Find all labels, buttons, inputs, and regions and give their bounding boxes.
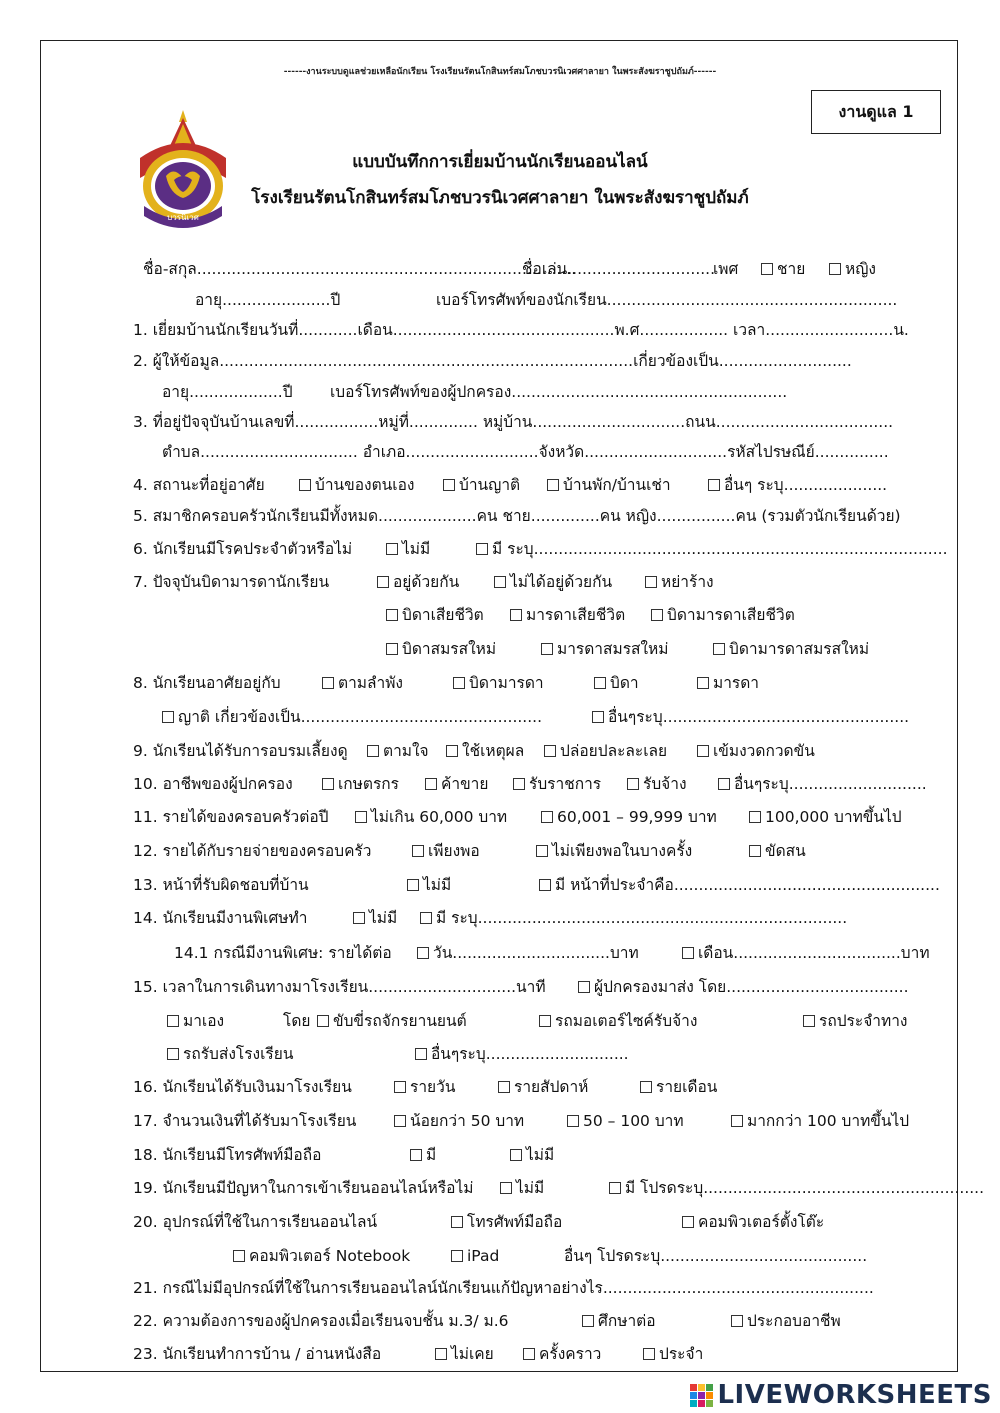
q8-option-other[interactable]: อื่นๆระบุ.................................................. [592,707,909,727]
q10-option-employee[interactable]: รับจ้าง [627,774,687,794]
q22-label: 22. ความต้องการของผู้ปกครองเมื่อเรียนจบชั้น ม.3/ ม.6 [133,1312,509,1330]
checkbox[interactable] [386,609,398,621]
q20-option-mobile[interactable]: โทรศัพท์มือถือ [451,1212,562,1232]
checkbox[interactable] [541,811,553,823]
q11-option-60001-99999[interactable]: 60,001 – 99,999 บาท [541,807,717,827]
gender-female-option[interactable]: หญิง [829,259,876,279]
student-phone-field[interactable]: เบอร์โทรศัพท์ของนักเรียน........................................................... [436,291,898,309]
q8-option-father[interactable]: บิดา [594,673,639,693]
q4-option-other[interactable]: อื่นๆ ระบุ..................... [708,475,887,495]
checkbox[interactable] [420,912,432,924]
q12-option-sufficient[interactable]: เพียงพอ [412,841,480,861]
subdistrict-field[interactable]: ตำบล................................ อำเภอ...........................จังหวัด.............................รหัสไปรษณีย์............... [162,443,889,461]
q7-option-both-remarried[interactable]: บิดามารดาสมรสใหม่ [713,639,869,659]
checkbox[interactable] [322,677,334,689]
checkbox[interactable] [410,1149,422,1161]
checkbox[interactable] [539,1015,551,1027]
checkbox[interactable] [592,711,604,723]
checkbox[interactable] [523,1348,535,1360]
q23-option-never[interactable]: ไม่เคย [435,1344,494,1364]
checkbox[interactable] [510,609,522,621]
checkbox[interactable] [713,643,725,655]
checkbox[interactable] [407,879,419,891]
checkbox[interactable] [435,1348,447,1360]
checkbox[interactable] [544,745,556,757]
q22-option-further-study[interactable]: ศึกษาต่อ [582,1311,656,1331]
q19-option-yes[interactable]: มี โปรดระบุ......................................................... [609,1178,984,1198]
checkbox[interactable] [761,263,773,275]
checkbox[interactable] [425,778,437,790]
liveworksheets-logo-icon [690,1384,713,1407]
q12-label: 12. รายได้กับรายจ่ายของครอบครัว [133,842,372,860]
q16-option-weekly[interactable]: รายสัปดาห์ [498,1077,588,1097]
q4-option-own-house[interactable]: บ้านของตนเอง [299,475,414,495]
watermark-text: LIVEWORKSHEETS [717,1380,992,1410]
checkbox[interactable] [500,1182,512,1194]
q15-option-motorcycle[interactable]: ขับขี่รถจักรยานยนต์ [317,1011,467,1031]
checkbox[interactable] [317,1015,329,1027]
q14-label: 14. นักเรียนมีงานพิเศษทำ [133,909,308,927]
q6-option-yes[interactable]: มี ระบุ.................................................................................... [476,539,948,559]
q18-option-no[interactable]: ไม่มี [510,1145,554,1165]
q6-label: 6. นักเรียนมีโรคประจำตัวหรือไม่ [133,540,353,558]
q21-no-device-field[interactable]: 21. กรณีไม่มีอุปกรณ์ที่ใช้ในการเรียนออนไลน์นักเรียนแก้ปัญหาอย่างไร....................................................... [133,1279,874,1297]
checkbox[interactable] [718,778,730,790]
checkbox[interactable] [353,912,365,924]
checkbox[interactable] [167,1015,179,1027]
checkbox[interactable] [567,1115,579,1127]
q15-option-parent-drop[interactable]: ผู้ปกครองมาส่ง โดย..................................... [578,977,909,997]
q14-option-none[interactable]: ไม่มี [353,908,397,928]
q7-option-father-remarried[interactable]: บิดาสมรสใหม่ [386,639,496,659]
checkbox[interactable] [541,643,553,655]
checkbox[interactable] [697,677,709,689]
checkbox[interactable] [547,479,559,491]
q12-option-hardship[interactable]: ขัดสน [749,841,806,861]
q16-option-monthly[interactable]: รายเดือน [640,1077,717,1097]
address-field[interactable]: 3. ที่อยู่ปัจจุบันบ้านเลขที่.................หมู่ที่.............. หมู่บ้าน...............................ถนน.................................... [133,413,894,431]
q20-option-ipad[interactable]: iPad [451,1246,499,1266]
q7-option-both-deceased[interactable]: บิดามารดาเสียชีวิต [651,605,795,625]
checkbox[interactable] [476,543,488,555]
q6-option-none[interactable]: ไม่มี [386,539,430,559]
q7-option-mother-deceased[interactable]: มารดาเสียชีวิต [510,605,625,625]
checkbox[interactable] [412,845,424,857]
checkbox[interactable] [377,576,389,588]
q15-option-motorcycle-taxi[interactable]: รถมอเตอร์ไซค์รับจ้าง [539,1011,697,1031]
checkbox[interactable] [415,1048,427,1060]
q9-option-neglect[interactable]: ปล่อยปละละเลย [544,741,667,761]
q15-option-school-van[interactable]: รถรับส่งโรงเรียน [167,1044,293,1064]
checkbox[interactable] [803,1015,815,1027]
q23-option-regularly[interactable]: ประจำ [643,1344,703,1364]
q14-1-option-monthly[interactable]: เดือน..................................บาท [682,943,930,963]
school-name-title: โรงเรียนรัตนโกสินทร์สมโภชบวรนิเวศศาลายา ในพระสังฆราชูปถัมภ์ [251,188,749,208]
q7-option-mother-remarried[interactable]: มารดาสมรสใหม่ [541,639,668,659]
checkbox[interactable] [355,811,367,823]
q10-option-farmer[interactable]: เกษตรกร [322,774,399,794]
q16-option-daily[interactable]: รายวัน [394,1077,455,1097]
checkbox[interactable] [386,543,398,555]
q17-option-under-50[interactable]: น้อยกว่า 50 บาท [394,1111,524,1131]
q17-option-50-100[interactable]: 50 – 100 บาท [567,1111,684,1131]
checkbox[interactable] [322,778,334,790]
q16-label: 16. นักเรียนได้รับเงินมาโรงเรียน [133,1078,352,1096]
q9-option-strict[interactable]: เข้มงวดกวดขัน [697,741,815,761]
q7-option-divorced[interactable]: หย่าร้าง [645,572,714,592]
checkbox[interactable] [731,1115,743,1127]
q8-option-alone[interactable]: ตามลำพัง [322,673,403,693]
checkbox[interactable] [578,981,590,993]
q18-label: 18. นักเรียนมีโทรศัพท์มือถือ [133,1146,322,1164]
checkbox[interactable] [643,1348,655,1360]
q18-option-yes[interactable]: มี [410,1145,436,1165]
guardian-phone-field[interactable]: เบอร์โทรศัพท์ของผู้ปกครอง........................................................ [330,383,788,401]
logo-text: บวรนิเวศ [167,213,199,222]
q14-option-yes[interactable]: มี ระบุ........................................................................... [420,908,847,928]
checkbox[interactable] [367,745,379,757]
q8-option-parents[interactable]: บิดามารดา [453,673,544,693]
q8-option-relative[interactable]: ญาติ เกี่ยวข้องเป็น................................................. [162,707,542,727]
name-field[interactable]: ชื่อ-สกุล............................................................................. [143,260,577,278]
q7-option-together[interactable]: อยู่ด้วยกัน [377,572,459,592]
q13-option-yes[interactable]: มี หน้าที่ประจำคือ...................................................... [539,875,940,895]
checkbox[interactable] [697,745,709,757]
form-title: แบบบันทึกการเยี่ยมบ้านนักเรียนออนไลน์ [352,152,648,172]
checkbox[interactable] [451,1250,463,1262]
form-code-badge: งานดูแล 1 [811,90,941,134]
checkbox[interactable] [594,677,606,689]
q8-label: 8. นักเรียนอาศัยอยู่กับ [133,674,281,692]
q20-option-other[interactable]: อื่นๆ โปรดระบุ.......................................... [564,1247,868,1265]
checkbox[interactable] [609,1182,621,1194]
checkbox[interactable] [749,845,761,857]
q13-label: 13. หน้าที่รับผิดชอบที่บ้าน [133,876,309,894]
q5-family-members[interactable]: 5. สมาชิกครอบครัวนักเรียนมีทั้งหมด....................คน ชาย..............คน หญิง................คน (รวมตัวนักเรียนด้วย) [133,507,901,525]
checkbox[interactable] [386,643,398,655]
checkbox[interactable] [582,1315,594,1327]
q7-option-apart[interactable]: ไม่ได้อยู่ด้วยกัน [494,572,612,592]
q15-travel-time-field[interactable]: 15. เวลาในการเดินทางมาโรงเรียน..............................นาที [133,978,546,996]
q10-option-government[interactable]: รับราชการ [513,774,601,794]
q15-option-other[interactable]: อื่นๆระบุ............................. [415,1044,629,1064]
q10-option-other[interactable]: อื่นๆระบุ............................ [718,774,927,794]
q20-option-desktop[interactable]: คอมพิวเตอร์ตั้งโต๊ะ [682,1212,824,1232]
checkbox[interactable] [167,1048,179,1060]
checkbox[interactable] [417,947,429,959]
q10-option-merchant[interactable]: ค้าขาย [425,774,488,794]
checkbox[interactable] [640,1081,652,1093]
informant-field[interactable]: 2. ผู้ให้ข้อมูล....................................................................................เกี่ยวข้องเป็น........................... [133,352,852,370]
checkbox[interactable] [536,845,548,857]
q4-option-relative-house[interactable]: บ้านญาติ [443,475,520,495]
checkbox[interactable] [513,778,525,790]
checkbox[interactable] [627,778,639,790]
q22-option-work[interactable]: ประกอบอาชีพ [731,1311,841,1331]
q11-option-under-60000[interactable]: ไม่เกิน 60,000 บาท [355,807,507,827]
q4-label: 4. สถานะที่อยู่อาศัย [133,476,265,494]
checkbox[interactable] [498,1081,510,1093]
checkbox[interactable] [162,711,174,723]
checkbox[interactable] [446,745,458,757]
q14-1-label: 14.1 กรณีมีงานพิเศษ: รายได้ต่อ [174,944,392,962]
q17-option-over-100[interactable]: มากกว่า 100 บาทขึ้นไป [731,1111,909,1131]
header-line: ------งานระบบดูแลช่วยเหลือนักเรียน โรงเรียนรัตนโกสินทร์สมโภชบวรนิเวศศาลายา ในพระสังฆราชูปถัมภ์------ [283,67,717,77]
q19-label: 19. นักเรียนมีปัญหาในการเข้าเรียนออนไลน์หรือไม่ [133,1179,474,1197]
q9-label: 9. นักเรียนได้รับการอบรมเลี้ยงดู [133,742,348,760]
q19-option-none[interactable]: ไม่มี [500,1178,544,1198]
q20-label: 20. อุปกรณ์ที่ใช้ในการเรียนออนไลน์ [133,1213,378,1231]
checkbox[interactable] [731,1315,743,1327]
age-field[interactable]: อายุ......................ปี [195,291,341,309]
q11-option-over-100000[interactable]: 100,000 บาทขึ้นไป [749,807,902,827]
checkbox[interactable] [233,1250,245,1262]
checkbox[interactable] [494,576,506,588]
q15-by-label: โดย [283,1012,311,1030]
page-border [40,40,958,1372]
checkbox[interactable] [451,1216,463,1228]
q13-option-none[interactable]: ไม่มี [407,875,451,895]
q15-option-self[interactable]: มาเอง [167,1011,224,1031]
checkbox[interactable] [394,1081,406,1093]
q12-option-sometimes-insufficient[interactable]: ไม่เพียงพอในบางครั้ง [536,841,692,861]
checkbox[interactable] [651,609,663,621]
q4-option-rental[interactable]: บ้านพัก/บ้านเช่า [547,475,671,495]
q9-option-indulgent[interactable]: ตามใจ [367,741,429,761]
checkbox[interactable] [645,576,657,588]
checkbox[interactable] [453,677,465,689]
q9-option-reasoning[interactable]: ใช้เหตุผล [446,741,524,761]
checkbox[interactable] [510,1149,522,1161]
checkbox[interactable] [708,479,720,491]
checkbox[interactable] [443,479,455,491]
q14-1-option-daily[interactable]: วัน................................บาท [417,943,639,963]
liveworksheets-watermark [690,1380,992,1410]
checkbox[interactable] [682,1216,694,1228]
checkbox[interactable] [299,479,311,491]
q11-label: 11. รายได้ของครอบครัวต่อปี [133,808,329,826]
checkbox[interactable] [394,1115,406,1127]
q17-label: 17. จำนวนเงินที่ได้รับมาโรงเรียน [133,1112,357,1130]
visit-date-field[interactable]: 1. เยี่ยมบ้านนักเรียนวันที่............เดือน.............................................พ.ศ.................. เวลา..........................น. [133,321,909,339]
checkbox[interactable] [749,811,761,823]
q8-option-mother[interactable]: มารดา [697,673,759,693]
checkbox[interactable] [539,879,551,891]
checkbox[interactable] [829,263,841,275]
gender-label: เพศ [713,260,739,278]
q7-option-father-deceased[interactable]: บิดาเสียชีวิต [386,605,484,625]
q23-option-sometimes[interactable]: ครั้งคราว [523,1344,601,1364]
informant-age-field[interactable]: อายุ...................ปี [162,383,293,401]
q15-option-bus[interactable]: รถประจำทาง [803,1011,907,1031]
gender-male-option[interactable]: ชาย [761,259,805,279]
nickname-field[interactable]: ชื่อเล่น.............................. [522,260,716,278]
q20-option-notebook[interactable]: คอมพิวเตอร์ Notebook [233,1246,410,1266]
q7-label: 7. ปัจจุบันบิดามารดานักเรียน [133,573,330,591]
checkbox[interactable] [682,947,694,959]
q23-label: 23. นักเรียนทำการบ้าน / อ่านหนังสือ [133,1345,382,1363]
q10-label: 10. อาชีพของผู้ปกครอง [133,775,293,793]
